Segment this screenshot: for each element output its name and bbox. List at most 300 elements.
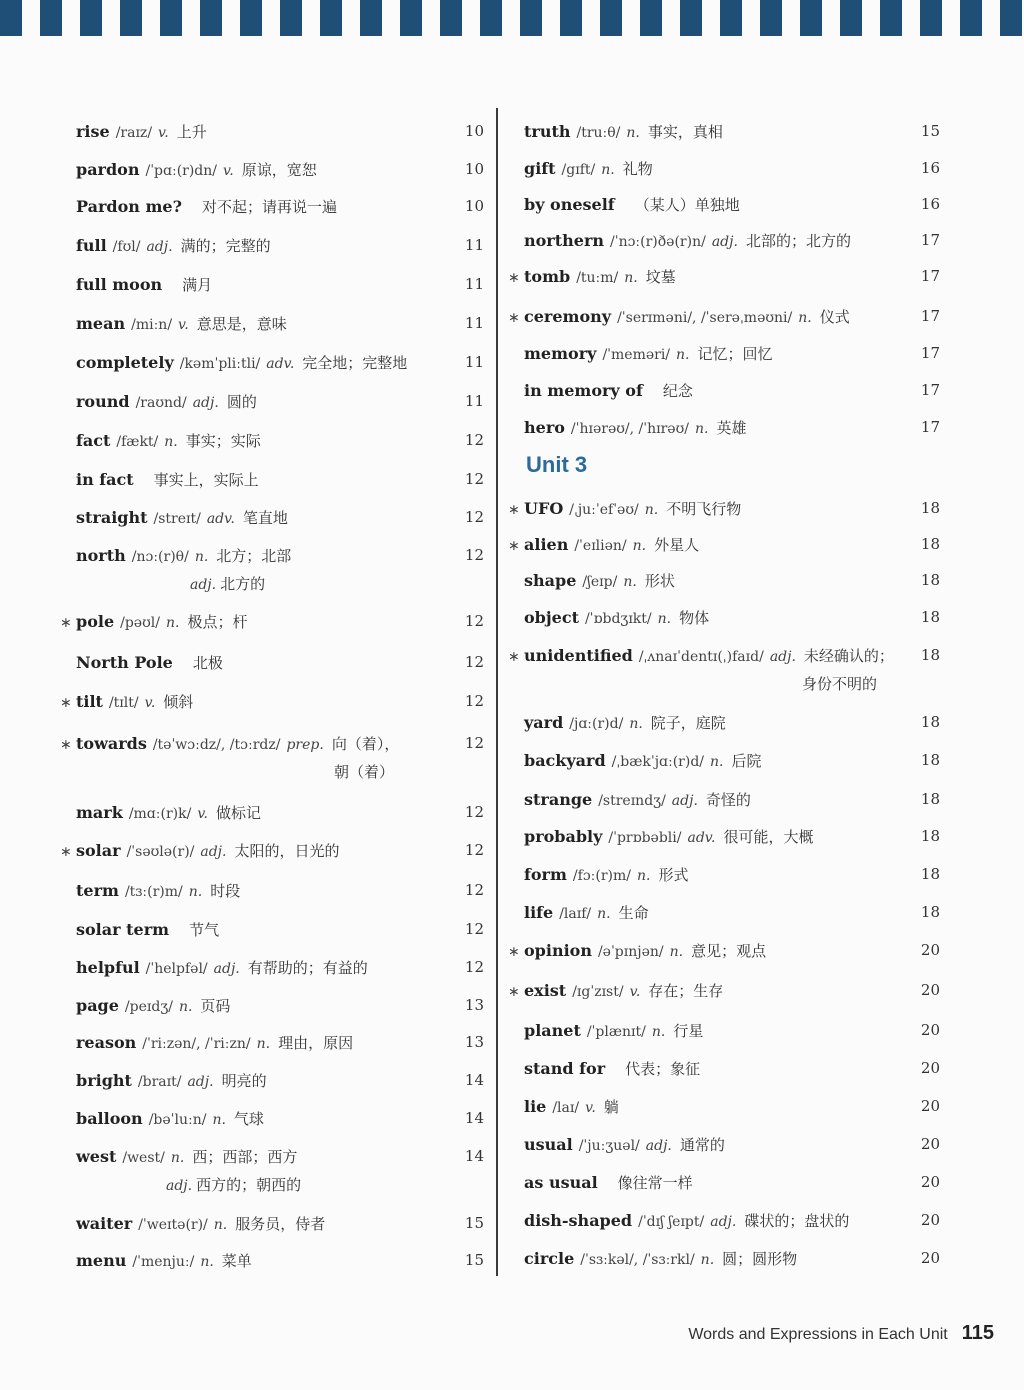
chinese-gloss: 形式 [658,866,689,884]
page-reference: 12 [464,734,484,752]
page-reference: 20 [920,1097,940,1115]
headword: full [76,236,107,255]
page-reference: 14 [464,1109,484,1127]
chinese-gloss: 礼物 [622,160,653,178]
headword: reason [76,1033,137,1052]
chinese-gloss: 上升 [176,123,207,141]
vocab-entry [60,159,484,181]
phonetic: /streɪt/ [153,511,201,527]
phonetic: /ˈsəʊlə(r)/ [126,844,195,860]
phonetic: /ɪgˈzɪst/ [572,984,624,1000]
chinese-gloss: 圆的 [226,393,257,411]
part-of-speech: n. [256,1036,271,1052]
page-reference: 20 [920,1249,940,1267]
chinese-gloss: 有帮助的；有益的 [247,959,368,977]
headword: round [76,392,130,411]
page-reference: 10 [464,122,484,140]
chinese-gloss: 后院 [731,752,762,770]
continuation-line [166,1174,301,1195]
vocab-entry [60,469,484,491]
column-divider [496,108,498,1276]
chinese-gloss: 明亮的 [221,1072,267,1090]
vocab-entry [508,1096,940,1118]
headword: yard [524,713,564,732]
chinese-gloss: 纪念 [662,382,693,400]
chinese-gloss: 北极 [192,654,223,672]
footer-page-number: 115 [961,1322,994,1344]
headword: mark [76,803,123,822]
phonetic: /tɪlt/ [108,695,139,711]
headword: waiter [76,1214,133,1233]
phonetic: /ʃeɪp/ [582,574,618,590]
vocab-entry [508,570,940,592]
chinese-gloss: 理由，原因 [278,1034,354,1052]
part-of-speech: n. [632,538,647,554]
vocab-entry [508,826,940,848]
chinese-gloss: 不明飞行物 [666,500,742,518]
chinese-gloss: 记忆；回忆 [697,345,773,363]
chinese-gloss: 北部的；北方的 [745,232,851,250]
part-of-speech: n. [694,421,709,437]
page-reference: 18 [920,751,940,769]
chinese-gloss: 圆；圆形物 [722,1250,798,1268]
phonetic: /ˌjuːˈefˈəʊ/ [569,502,639,518]
vocab-entry [60,611,484,633]
phonetic: /jɑː(r)d/ [569,716,624,732]
vocab-entry [60,1032,484,1054]
vocab-entry [60,507,484,529]
star-marker-icon: ∗ [60,615,72,631]
page-reference: 12 [464,841,484,859]
phonetic: /streɪndʒ/ [598,793,666,809]
part-of-speech: n. [213,1217,228,1233]
vocab-entry [508,1248,940,1270]
footer-title: Words and Expressions in Each Unit [688,1326,948,1343]
chinese-gloss: 未经确认的； [803,647,894,665]
page-reference: 12 [464,803,484,821]
page-reference: 20 [920,1059,940,1077]
vocab-entry [508,1134,940,1156]
chinese-gloss: 形状 [644,572,675,590]
page-reference: 17 [920,344,940,362]
phonetic: /peɪdʒ/ [124,999,173,1015]
headword: dish-shaped [524,1211,633,1230]
vocab-entry [60,1250,484,1272]
headword: solar term [76,920,170,939]
phonetic: /pəʊl/ [120,615,160,631]
chinese-gloss: 躺 [603,1098,619,1116]
page-reference: 15 [464,1214,484,1232]
part-of-speech: n. [676,347,690,363]
chinese-gloss: 笔直地 [242,509,288,527]
phonetic: /ˌʌnaɪˈdentɪ(ˌ)faɪd/ [638,649,764,665]
part-of-speech: adv. [266,356,295,372]
part-of-speech: adj. [671,793,698,809]
vocab-entry [508,645,940,693]
page-reference: 18 [920,865,940,883]
chinese-gloss: 坟墓 [645,268,676,286]
part-of-speech: adv. [687,830,716,846]
page-reference: 20 [920,981,940,999]
vocab-entry [508,712,940,734]
page-reference: 10 [464,160,484,178]
vocab-entry [508,750,940,772]
part-of-speech: adj. [711,234,738,250]
phonetic: /ˌbækˈjɑː(r)d/ [611,754,705,770]
page-reference: 18 [920,903,940,921]
phonetic: /ˈsɜːkəl/, /ˈsɜːrkl/ [580,1252,695,1268]
chinese-gloss: 碟状的；盘状的 [744,1212,850,1230]
page-reference: 18 [920,790,940,808]
part-of-speech: n. [626,125,640,141]
chinese-gloss: 仪式 [819,308,850,326]
headword: memory [524,344,597,363]
vocab-entry [508,980,940,1002]
chinese-gloss: （某人）单独地 [634,196,740,214]
chinese-gloss: 太阳的，日光的 [234,842,340,860]
page-reference: 15 [920,122,940,140]
phonetic: /ˈmenjuː/ [132,1254,195,1270]
headword: full moon [76,275,163,294]
page-reference: 16 [920,159,940,177]
part-of-speech: v. [585,1100,596,1116]
chinese-gloss: 西；西部；西方 [192,1148,298,1166]
vocab-entry [60,121,484,143]
phonetic: /laɪ/ [552,1100,580,1116]
page-reference: 20 [920,1021,940,1039]
chinese-gloss: 倾斜 [163,693,194,711]
part-of-speech: n. [710,754,724,770]
headword: backyard [524,751,606,770]
phonetic: /tuːm/ [576,270,619,286]
page-reference: 14 [464,1071,484,1089]
page-reference: 11 [464,275,484,293]
headword: west [76,1147,117,1166]
page-reference: 12 [464,958,484,976]
phonetic: /west/ [122,1150,165,1166]
page-reference: 14 [464,1147,484,1165]
headword: bright [76,1071,132,1090]
star-marker-icon: ∗ [508,649,520,665]
headword: lie [524,1097,547,1116]
vocab-entry [60,880,484,902]
part-of-speech: n. [601,162,615,178]
headword: mean [76,314,126,333]
part-of-speech: n. [700,1252,715,1268]
chinese-gloss: 服务员，侍者 [235,1215,326,1233]
vocab-entry [508,940,940,962]
part-of-speech: n. [165,615,180,631]
headword: in fact [76,470,134,489]
headword: usual [524,1135,573,1154]
headword: circle [524,1249,575,1268]
chinese-gloss: 做标记 [216,804,262,822]
phonetic: /ˈɒbdʒɪkt/ [584,611,652,627]
vocab-entry [60,691,484,713]
phonetic: /ˈriːzən/, /ˈriːzn/ [142,1036,251,1052]
headword: ceremony [524,307,612,326]
star-marker-icon: ∗ [60,695,72,711]
chinese-gloss: 对不起；请再说一遍 [201,198,337,216]
part-of-speech: adj. [192,395,219,411]
star-marker-icon: ∗ [508,310,520,326]
headword: balloon [76,1109,143,1128]
phonetic: /gɪft/ [561,162,596,178]
vocab-entry [60,1146,484,1194]
headword: opinion [524,941,592,960]
chinese-gloss: 代表；象征 [625,1060,701,1078]
phonetic: /miːn/ [131,317,173,333]
phonetic: /təˈwɔːdz/, /tɔːrdz/ [152,737,281,753]
part-of-speech: n. [798,310,812,326]
headword: by oneself [524,195,615,214]
part-of-speech: n. [597,906,611,922]
phonetic: /ˈeɪliən/ [574,538,627,554]
vocab-entry [508,266,940,288]
vocab-entry [508,417,940,439]
part-of-speech: prep. [286,737,324,753]
continuation-line [798,673,877,694]
part-of-speech: adv. [206,511,235,527]
page-reference: 12 [464,692,484,710]
headword: rise [76,122,110,141]
headword: north [76,546,126,565]
headword: solar [76,841,121,860]
headword: fact [76,431,111,450]
headword: completely [76,353,174,372]
star-marker-icon: ∗ [60,737,72,753]
chinese-gloss: 意思是，意味 [196,315,287,333]
page-reference: 18 [920,646,940,664]
headword: unidentified [524,646,633,665]
chinese-gloss: 生命 [618,904,649,922]
headword: pole [76,612,115,631]
headword: pardon [76,160,140,179]
headword: strange [524,790,593,809]
page-reference: 17 [920,381,940,399]
part-of-speech: n. [188,884,203,900]
phonetic: /ˈdɪʃ ʃeɪpt/ [638,1214,705,1230]
chinese-gloss: 意见；观点 [691,942,767,960]
headword: tomb [524,267,571,286]
page-reference: 13 [464,1033,484,1051]
page-reference: 18 [920,535,940,553]
part-of-speech: adj. [645,1138,672,1154]
vocab-entry [60,652,484,674]
part-of-speech: adj. [213,961,240,977]
part-of-speech: n. [212,1112,226,1128]
chinese-gloss: 院子，庭院 [650,714,726,732]
headword: form [524,865,567,884]
page-reference: 20 [920,1135,940,1153]
vocab-entry [60,957,484,979]
part-of-speech: adj. [200,844,227,860]
vocab-entry [508,1172,940,1194]
phonetic: /braɪt/ [137,1074,182,1090]
page-reference: 12 [464,612,484,630]
vocab-entry [60,733,484,781]
phonetic: /ˈnɔː(r)ðə(r)n/ [610,234,706,250]
phonetic: /ˈprɒbəbli/ [608,830,682,846]
headword: hero [524,418,565,437]
phonetic: /ˈjuːʒuəl/ [578,1138,640,1154]
vocab-entry [60,1108,484,1130]
page-reference: 17 [920,307,940,325]
page-reference: 11 [464,314,484,332]
phonetic: /ˈhelpfəl/ [145,961,208,977]
chinese-gloss: 北方；北部 [216,547,292,565]
part-of-speech: n. [164,434,178,450]
headword: towards [76,734,147,753]
chinese-gloss: 菜单 [221,1252,252,1270]
headword: truth [524,122,571,141]
phonetic: /truːθ/ [576,125,621,141]
phonetic: /fækt/ [116,434,159,450]
page-reference: 18 [920,827,940,845]
vocab-entry [508,158,940,180]
page-reference: 12 [464,470,484,488]
part-of-speech: v. [144,695,156,711]
headword: probably [524,827,603,846]
vocab-entry [60,313,484,335]
vocab-entry [508,902,940,924]
continuation-line [330,761,394,782]
headword: Pardon me? [76,197,182,216]
part-of-speech: v. [178,317,189,333]
part-of-speech: adj. [187,1074,214,1090]
vocab-entry [60,274,484,296]
part-of-speech: n. [669,944,684,960]
headword: life [524,903,554,922]
part-of-speech: n. [629,716,643,732]
page-reference: 18 [920,571,940,589]
page-reference: 17 [920,267,940,285]
chinese-gloss: 英雄 [716,419,747,437]
continuation-gloss: 朝（着） [334,763,395,781]
phonetic: /ˈweɪtə(r)/ [138,1217,208,1233]
part-of-speech: adj. [146,239,173,255]
headword: gift [524,159,556,178]
headword: helpful [76,958,140,977]
phonetic: /ˈserɪməni/, /ˈserəˌməʊni/ [617,310,793,326]
vocab-entry [60,1213,484,1235]
headword: page [76,996,119,1015]
vocab-entry [508,1210,940,1232]
chinese-gloss: 像往常一样 [617,1174,693,1192]
part-of-speech: adj. [710,1214,737,1230]
headword: tilt [76,692,103,711]
phonetic: /raʊnd/ [135,395,187,411]
page-reference: 18 [920,608,940,626]
page-reference: 20 [920,1173,940,1191]
page-reference: 18 [920,713,940,731]
headword: object [524,608,579,627]
headword: northern [524,231,604,250]
vocab-entry [508,1058,940,1080]
part-of-speech: v. [158,125,169,141]
headword: term [76,881,119,900]
page-reference: 17 [920,231,940,249]
page-reference: 11 [464,392,484,410]
vocab-entry [508,534,940,556]
phonetic: /ˈmeməri/ [602,347,671,363]
headword: stand for [524,1059,606,1078]
vocab-entry [508,498,940,520]
phonetic: /ˈpɑː(r)dn/ [145,163,218,179]
continuation-pos: adj. [190,577,217,593]
page-reference: 12 [464,653,484,671]
phonetic: /tɜː(r)m/ [124,884,183,900]
headword: planet [524,1021,581,1040]
continuation-line [190,573,265,594]
part-of-speech: n. [194,549,209,565]
part-of-speech: v. [629,984,641,1000]
chinese-gloss: 完全地；完整地 [302,354,408,372]
star-marker-icon: ∗ [60,844,72,860]
vocab-entry [60,352,484,374]
headword: as usual [524,1173,598,1192]
headword: exist [524,981,567,1000]
page-reference: 16 [920,195,940,213]
chinese-gloss: 气球 [233,1110,264,1128]
vocab-entry [60,802,484,824]
continuation-gloss: 北方的 [220,575,266,593]
phonetic: /bəˈluːn/ [148,1112,207,1128]
vocab-entry [60,545,484,593]
part-of-speech: n. [644,502,659,518]
chinese-gloss: 极点；杆 [187,613,248,631]
chinese-gloss: 存在；生存 [648,982,724,1000]
vocab-entry [508,1020,940,1042]
star-marker-icon: ∗ [508,270,520,286]
phonetic: /fɔː(r)m/ [572,868,631,884]
top-decorative-band [0,0,1024,36]
phonetic: /kəmˈpliːtli/ [179,356,261,372]
page-reference: 18 [920,499,940,517]
headword: in memory of [524,381,643,400]
page-reference: 17 [920,418,940,436]
chinese-gloss: 事实上，实际上 [153,471,259,489]
page-reference: 12 [464,920,484,938]
phonetic: /ˈhɪərəʊ/, /ˈhɪrəʊ/ [570,421,689,437]
page-reference: 12 [464,881,484,899]
chinese-gloss: 页码 [200,997,231,1015]
page-reference: 20 [920,1211,940,1229]
part-of-speech: n. [624,270,638,286]
part-of-speech: n. [623,574,637,590]
phonetic: /nɔː(r)θ/ [131,549,189,565]
phonetic: /əˈpɪnjən/ [597,944,664,960]
chinese-gloss: 满月 [182,276,213,294]
chinese-gloss: 原谅，宽恕 [241,161,317,179]
vocab-entry [508,194,940,216]
star-marker-icon: ∗ [508,984,520,1000]
vocab-entry [60,919,484,941]
vocab-entry [60,995,484,1017]
vocab-entry [508,121,940,143]
continuation-gloss: 身份不明的 [802,675,878,693]
part-of-speech: n. [178,999,193,1015]
part-of-speech: n. [200,1254,214,1270]
part-of-speech: n. [657,611,672,627]
chinese-gloss: 事实；实际 [185,432,261,450]
phonetic: /mɑː(r)k/ [128,806,192,822]
chinese-gloss: 节气 [189,921,220,939]
star-marker-icon: ∗ [508,538,520,554]
vocab-entry [508,230,940,252]
headword: shape [524,571,577,590]
phonetic: /fʊl/ [112,239,141,255]
